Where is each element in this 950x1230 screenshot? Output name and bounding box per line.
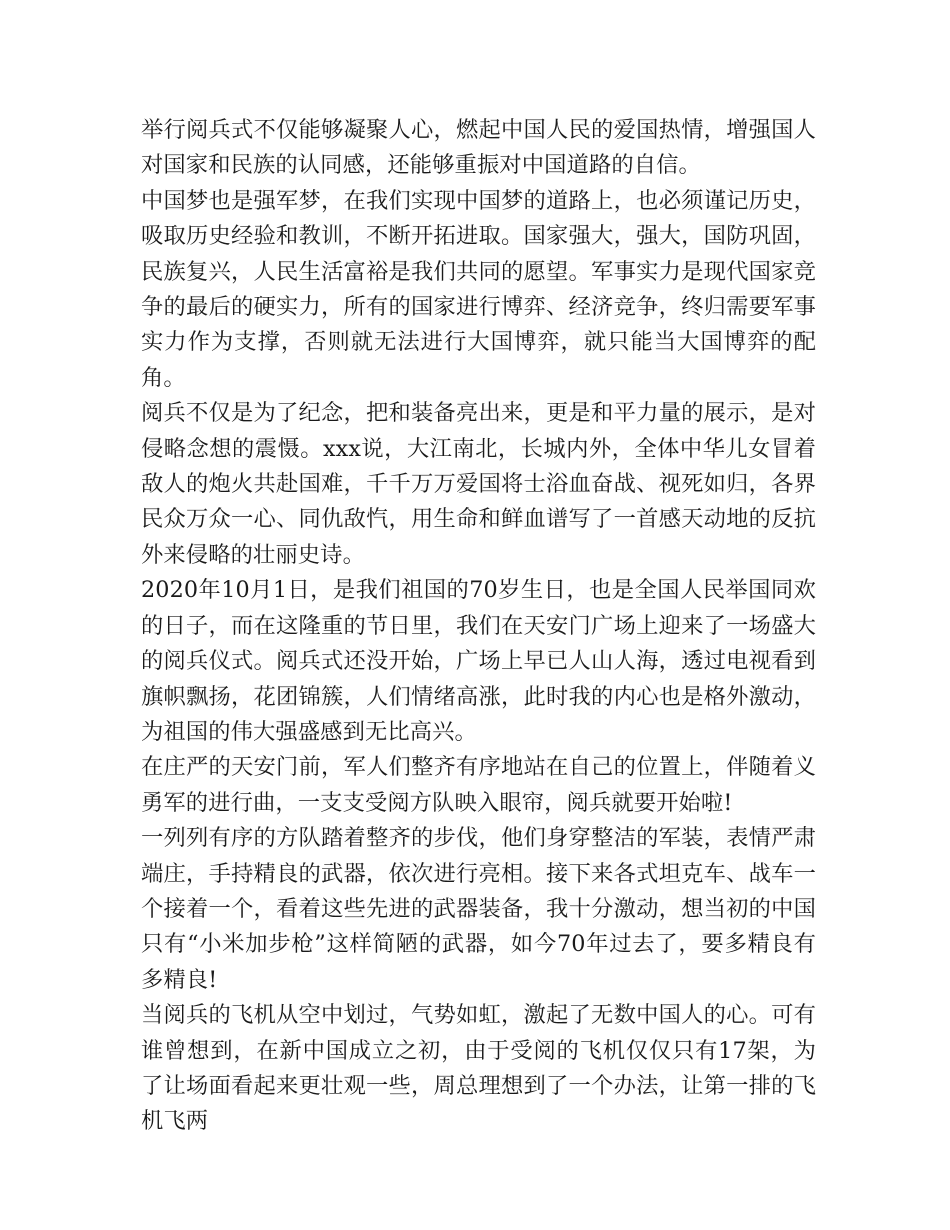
paragraph-3: 阅兵不仅是为了纪念，把和装备亮出来，更是和平力量的展示，是对侵略念想的震慑。xxx说，大江南北，长城内外，全体中华儿女冒着敌人的炮火共赴国难，千千万万爱国将士浴血奋战、视死如归，各界民众万众一心、同仇敌忾，用生命和鲜血谱写了一首感天动地的反抗外来侵略的壮丽史诗。 [141, 400, 816, 568]
paragraph-5: 在庄严的天安门前，军人们整齐有序地站在自己的位置上，伴随着义勇军的进行曲，一支支受阅方队映入眼帘，阅兵就要开始啦! [141, 754, 816, 816]
paragraph-4: 2020年10月1日，是我们祖国的70岁生日，也是全国人民举国同欢的日子，而在这隆重的节日里，我们在天安门广场上迎来了一场盛大的阅兵仪式。阅兵式还没开始，广场上早已人山人海，透过电视看到旗帜飘扬，花团锦簇，人们情绪高涨，此时我的内心也是格外激动，为祖国的伟大强盛感到无比高兴。 [141, 577, 816, 745]
document-body [141, 113, 816, 1140]
paragraph-2: 中国梦也是强军梦，在我们实现中国梦的道路上，也必须谨记历史，吸取历史经验和教训，不断开拓进取。国家强大，强大，国防巩固，民族复兴，人民生活富裕是我们共同的愿望。军事实力是现代国家竞争的最后的硬实力，所有的国家进行博弈、经济竞争，终归需要军事实力作为支撑，否则就无法进行大国博弈，就只能当大国博弈的配角。 [141, 187, 816, 391]
paragraph-7: 当阅兵的飞机从空中划过，气势如虹，激起了无数中国人的心。可有谁曾想到，在新中国成立之初，由于受阅的飞机仅仅只有17架，为了让场面看起来更壮观一些，周总理想到了一个办法，让第一排的飞机飞两 [141, 1002, 816, 1135]
paragraph-6: 一列列有序的方队踏着整齐的步伐，他们身穿整洁的军装，表情严肃端庄，手持精良的武器，依次进行亮相。接下来各式坦克车、战车一个接着一个，看着这些先进的武器装备，我十分激动，想当初的中国只有“小米加步枪”这样简陋的武器，如今70年过去了，要多精良有多精良! [141, 825, 816, 993]
paragraph-1: 举行阅兵式不仅能够凝聚人心，燃起中国人民的爱国热情，增强国人对国家和民族的认同感，还能够重振对中国道路的自信。 [141, 117, 816, 179]
